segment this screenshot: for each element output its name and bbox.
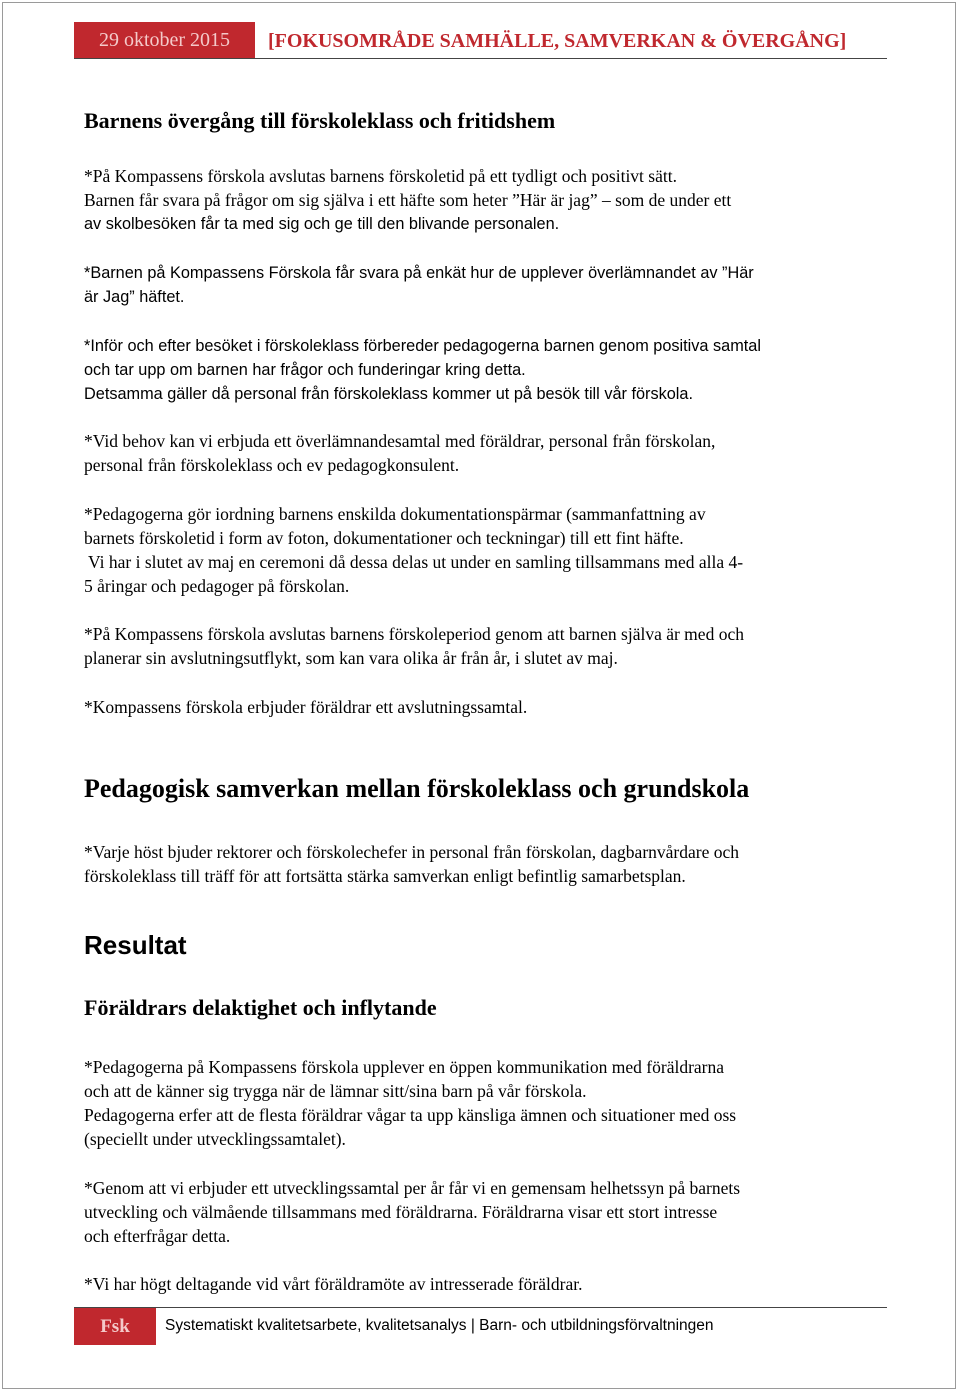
text-line: förskoleklass till träff för att fortsätta stärka samverkan enligt befintlig samarbetsplan. <box>84 866 686 886</box>
footer-divider <box>74 1307 887 1308</box>
text-line: är Jag” häftet. <box>84 288 185 306</box>
paragraph-1 <box>84 164 884 236</box>
section-heading-transition: Barnens övergång till förskoleklass och fritidshem <box>84 108 556 133</box>
text-line: och att de känner sig trygga när de lämnar sitt/sina barn på vår förskola. <box>84 1081 587 1101</box>
paragraph-3 <box>84 334 884 406</box>
text-line: (speciellt under utvecklingssamtalet). <box>84 1129 346 1149</box>
paragraph-11 <box>84 1272 884 1296</box>
section-heading-collaboration: Pedagogisk samverkan mellan förskoleklass och grundskola <box>84 774 750 803</box>
text-line: *Genom att vi erbjuder ett utvecklingssamtal per år får vi en gemensam helhetssyn på barnets <box>84 1178 741 1198</box>
text-line: Detsamma gäller då personal från förskoleklass kommer ut på besök till vår förskola. <box>84 385 693 403</box>
text-line: av skolbesöken får ta med sig och ge till den blivande personalen. <box>84 215 560 233</box>
subheading-parent-involvement: Föräldrars delaktighet och inflytande <box>84 995 437 1020</box>
paragraph-4 <box>84 429 884 477</box>
text-line: *Inför och efter besöket i förskoleklass förbereder pedagogerna barnen genom positiva samtal <box>84 337 761 355</box>
text-line: *Pedagogerna gör iordning barnens enskilda dokumentationspärmar (sammanfattning av <box>84 504 706 524</box>
header-date: 29 oktober 2015 <box>74 22 255 59</box>
text-line: *Kompassens förskola erbjuder föräldrar ett avslutningssamtal. <box>84 697 528 717</box>
text-line: *Vid behov kan vi erbjuda ett överlämnandesamtal med föräldrar, personal från förskolan, <box>84 431 716 451</box>
text-line: planerar sin avslutningsutflykt, som kan vara olika år från år, i slutet av maj. <box>84 648 618 668</box>
text-line: *Varje höst bjuder rektorer och förskolechefer in personal från förskolan, dagbarnvårdare och <box>84 842 740 862</box>
header-title: [FOKUSOMRÅDE SAMHÄLLE, SAMVERKAN & ÖVERGÅNG] <box>268 29 847 52</box>
text-line: barnets förskoletid i form av foton, dokumentationer och teckningar) till ett fint häfte. <box>84 528 684 548</box>
text-line: Barnen får svara på frågor om sig själva i ett häfte som heter ”Här är jag” – som de under ett <box>84 190 732 210</box>
paragraph-7 <box>84 695 884 719</box>
text-line: *Barnen på Kompassens Förskola får svara på enkät hur de upplever överlämnandet av ”Här <box>84 264 754 282</box>
text-line: 5 åringar och pedagoger på förskolan. <box>84 576 350 596</box>
section-heading-result: Resultat <box>84 930 187 960</box>
text-line: *På Kompassens förskola avslutas barnens förskoletid på ett tydligt och positivt sätt. <box>84 166 677 186</box>
text-line: och tar upp om barnen har frågor och funderingar kring detta. <box>84 361 526 379</box>
paragraph-9 <box>84 1055 884 1151</box>
paragraph-10 <box>84 1176 884 1248</box>
footer-text: Systematiskt kvalitetsarbete, kvalitetsanalys | Barn- och utbildningsförvaltningen <box>165 1317 714 1334</box>
header-divider <box>74 58 887 59</box>
text-line: personal från förskoleklass och ev pedagogkonsulent. <box>84 455 460 475</box>
text-line: Pedagogerna erfer att de flesta föräldrar vågar ta upp känsliga ämnen och situationer med oss <box>84 1105 737 1125</box>
text-line: och efterfrågar detta. <box>84 1226 231 1246</box>
text-line: *På Kompassens förskola avslutas barnens förskoleperiod genom att barnen själva är med och <box>84 624 744 644</box>
text-line: Vi har i slutet av maj en ceremoni då dessa delas ut under en samling tillsammans med alla 4- <box>84 552 744 572</box>
text-line: *Pedagogerna på Kompassens förskola upplever en öppen kommunikation med föräldrarna <box>84 1057 725 1077</box>
footer-badge: Fsk <box>74 1308 156 1345</box>
paragraph-6 <box>84 622 884 670</box>
text-line: *Vi har högt deltagande vid vårt föräldramöte av intresserade föräldrar. <box>84 1274 583 1294</box>
paragraph-2 <box>84 261 884 309</box>
text-line: utveckling och välmående tillsammans med föräldrarna. Föräldrarna visar ett stort intresse <box>84 1202 718 1222</box>
paragraph-8 <box>84 840 884 888</box>
paragraph-5 <box>84 502 884 598</box>
